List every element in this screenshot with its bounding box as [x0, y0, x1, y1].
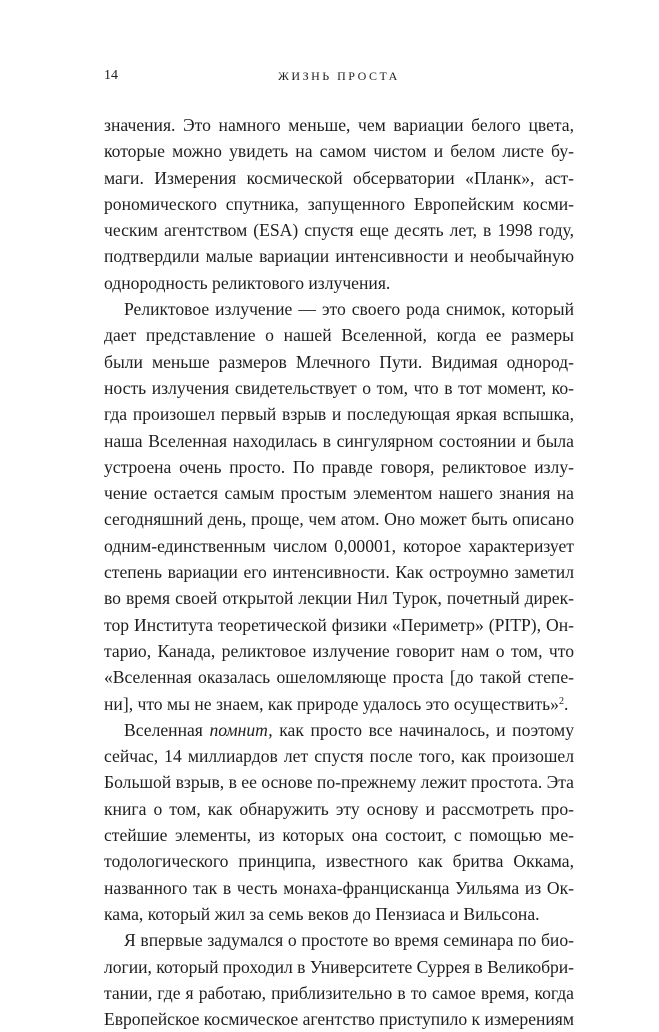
paragraph-3: [104, 717, 574, 927]
text-line: степень вариации его интенсивности. Как остроумно заметил: [104, 562, 574, 583]
text-line: тарио, Канада, реликтовое излучение говорит нам о том, что: [104, 640, 574, 661]
text-line: однородность реликтового излучения.: [104, 272, 391, 293]
text-line-content: ни], что мы не знаем, как природе удалось это осуществить»: [104, 693, 559, 714]
text-line: дает представление о нашей Вселенной, когда ее размеры: [104, 325, 574, 346]
paragraph-4: [104, 927, 574, 1032]
text-line: маги. Измерения космической обсерватории «Планк», аст-: [104, 167, 574, 188]
text-line: [104, 717, 574, 743]
text-run: как просто все начиналось, и поэтому: [272, 719, 574, 740]
text-line: Реликтовое излучение — это своего рода снимок, который: [124, 299, 574, 320]
text-line: названного так в честь монаха-францисканца Уильяма из Ок-: [104, 877, 574, 898]
text-line: книга о том, как обнаружить эту основу и рассмотреть про-: [104, 798, 574, 819]
text-line: ческим агентством (ESA) спустя еще десять лет, в 1998 году,: [104, 220, 574, 241]
text-line: логии, который проходил в Университете Суррея в Великобри-: [104, 956, 574, 977]
running-head: [104, 66, 574, 86]
text-line: Европейское космическое агентство приступило к измерениям: [104, 1009, 574, 1030]
text-line: сейчас, 14 миллиардов лет спустя после того, как произошел: [104, 746, 574, 767]
sentence-end: .: [563, 693, 569, 714]
text-line: которые можно увидеть на самом чистом и белом листе бу-: [104, 141, 574, 162]
text-line: одним-единственным числом 0,00001, которое характеризует: [104, 535, 574, 556]
text-line: тодологического принципа, известного как бритва Оккама,: [104, 851, 574, 872]
paragraph-2: [104, 296, 574, 717]
text-line: чение остается самым простым элементом нашего знания на: [104, 483, 574, 504]
text-line: рономического спутника, запущенного Европейским косми-: [104, 193, 574, 214]
text-line: кама, который жил за семь веков до Пензиаса и Вильсона.: [104, 903, 540, 924]
text-line: подтвердили малые вариации интенсивности и необычайную: [104, 246, 574, 267]
page-number: 14: [104, 68, 118, 83]
text-line: были меньше размеров Млечного Пути. Видимая однород-: [104, 351, 574, 372]
text-line: ность излучения свидетельствует о том, что в тот момент, ко-: [104, 377, 574, 398]
text-line: устроена очень просто. По правде говоря, реликтовое излу-: [104, 456, 574, 477]
text-line: Я впервые задумался о простоте во время семинара по био-: [124, 930, 574, 951]
text-line: тании, где я работаю, приблизительно в то самое время, когда: [104, 982, 574, 1003]
emphasis-text: помнит,: [209, 719, 273, 740]
text-line: наша Вселенная находилась в сингулярном состоянии и была: [104, 430, 574, 451]
text-line: значения. Это намного меньше, чем вариации белого цвета,: [104, 115, 574, 135]
text-line: сегодняшний день, проще, чем атом. Оно может быть описано: [104, 509, 574, 530]
running-title: ЖИЗНЬ ПРОСТА: [278, 69, 400, 83]
body-text: [104, 112, 574, 1032]
text-line: «Вселенная оказалась ошеломляюще проста [до такой степе-: [104, 667, 574, 688]
text-line: стейшие элементы, из которых она состоит, с помощью ме-: [104, 825, 574, 846]
text-line: [104, 691, 574, 717]
text-line: тор Института теоретической физики «Периметр» (PITP), Он-: [104, 614, 574, 635]
text-run: Вселенная: [124, 719, 210, 740]
text-line: во время своей открытой лекции Нил Турок, почетный дирек-: [104, 588, 574, 609]
text-line: Большой взрыв, в ее основе по-прежнему лежит простота. Эта: [104, 772, 574, 793]
footnote-marker[interactable]: 2: [558, 695, 564, 707]
paragraph-1: [104, 112, 574, 296]
text-line: гда произошел первый взрыв и последующая яркая вспышка,: [104, 404, 574, 425]
